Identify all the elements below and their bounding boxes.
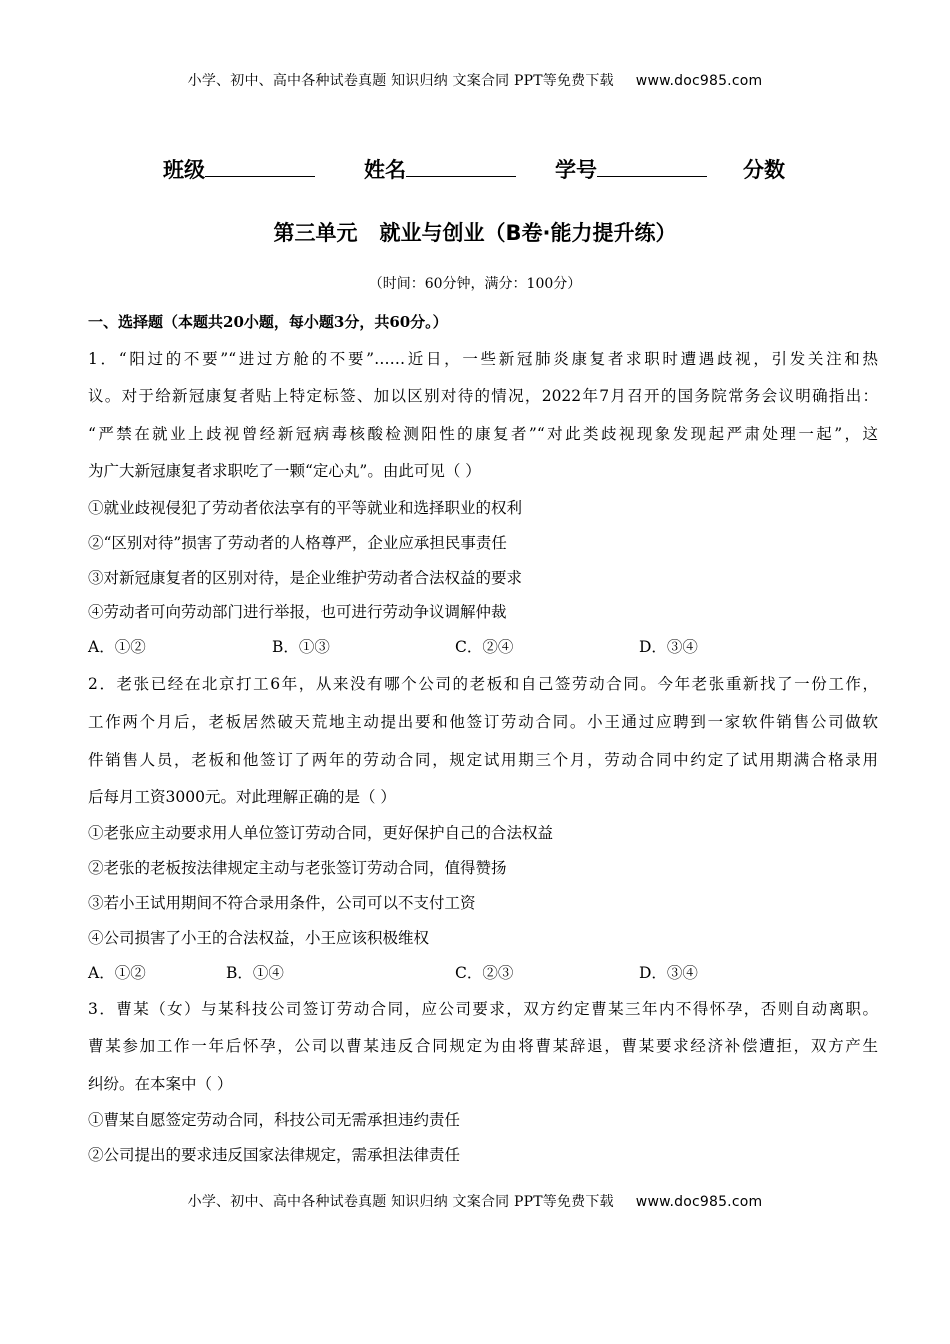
q2-statement: ①老张应主动要求用人单位签订劳动合同，更好保护自己的合法权益	[88, 824, 554, 842]
q3-line: 曹某参加工作一年后怀孕，公司以曹某违反合同规定为由将曹某辞退，曹某要求经济补偿遭拒，双方产生	[88, 1037, 878, 1055]
footer-text: 小学、初中、高中各种试卷真题 知识归纳 文案合同 PPT等免费下载	[187, 1194, 614, 1210]
q1-line: 1．“阳过的不要”“进过方舱的不要”……近日，一些新冠肺炎康复者求职时遭遇歧视，引发关注和热	[88, 350, 878, 368]
q1-option-c[interactable]: C．②④	[455, 638, 514, 656]
q2-statement: ②老张的老板按法律规定主动与老张签订劳动合同，值得赞扬	[88, 859, 507, 877]
q2-line: 后每月工资3000元。对此理解正确的是（ ）	[88, 788, 396, 806]
q2-line: 2．老张已经在北京打工6年，从来没有哪个公司的老板和自己签劳动合同。今年老张重新找了一份工作，	[88, 675, 878, 693]
score-label: 分数	[743, 158, 785, 182]
exam-subtitle: （时间：60分钟，满分：100分）	[368, 276, 582, 292]
q3-statement: ①曹某自愿签定劳动合同，科技公司无需承担违约责任	[88, 1111, 461, 1129]
name-label: 姓名	[364, 158, 406, 182]
title-name: 就业与创业（B卷·能力提升练）	[379, 221, 677, 245]
q1-statement: ①就业歧视侵犯了劳动者依法享有的平等就业和选择职业的权利	[88, 499, 523, 517]
q2-option-d[interactable]: D．③④	[639, 964, 698, 982]
q1-option-d[interactable]: D．③④	[639, 638, 698, 656]
name-field[interactable]	[364, 154, 516, 184]
section-heading: 一、选择题（本题共20小题，每小题3分，共60分。）	[88, 313, 448, 331]
id-label: 学号	[555, 158, 597, 182]
class-blank[interactable]	[205, 156, 315, 177]
title-unit: 第三单元	[273, 221, 358, 245]
q3-statement: ②公司提出的要求违反国家法律规定，需承担法律责任	[88, 1146, 461, 1164]
q1-line: “严禁在就业上歧视曾经新冠病毒核酸检测阳性的康复者”“对此类歧视现象发现起严肃处理一起”，这	[88, 425, 878, 443]
q2-statement: ④公司损害了小王的合法权益，小王应该积极维权	[88, 929, 430, 947]
class-label: 班级	[163, 158, 205, 182]
q1-option-a[interactable]: A．①②	[88, 638, 146, 656]
q1-statement: ④劳动者可向劳动部门进行举报，也可进行劳动争议调解仲裁	[88, 603, 507, 621]
q2-option-a[interactable]: A．①②	[88, 964, 146, 982]
q1-statement: ③对新冠康复者的区别对待，是企业维护劳动者合法权益的要求	[88, 569, 523, 587]
score-field	[743, 154, 785, 184]
q2-option-c[interactable]: C．②③	[455, 964, 514, 982]
q1-line: 议。对于给新冠康复者贴上特定标签、加以区别对待的情况，2022年7月召开的国务院常务会议明确指出：	[88, 387, 878, 405]
id-field[interactable]	[555, 154, 707, 184]
q2-option-b[interactable]: B．①④	[226, 964, 284, 982]
q3-line: 纠纷。在本案中（ ）	[88, 1075, 233, 1093]
q1-statement: ②“区别对待”损害了劳动者的人格尊严，企业应承担民事责任	[88, 534, 507, 552]
footer-site: www.doc985.com	[635, 1194, 763, 1210]
header-text: 小学、初中、高中各种试卷真题 知识归纳 文案合同 PPT等免费下载	[187, 73, 614, 89]
page-footer	[0, 1191, 950, 1211]
q2-line: 件销售人员，老板和他签订了两年的劳动合同，规定试用期三个月，劳动合同中约定了试用期满合格录用	[88, 751, 878, 769]
q2-statement: ③若小王试用期间不符合录用条件，公司可以不支付工资	[88, 894, 476, 912]
q2-line: 工作两个月后，老板居然破天荒地主动提出要和他签订劳动合同。小王通过应聘到一家软件销售公司做软	[88, 713, 878, 731]
page-header	[0, 70, 950, 90]
page-title	[0, 217, 950, 247]
q3-line: 3．曹某（女）与某科技公司签订劳动合同，应公司要求，双方约定曹某三年内不得怀孕，否则自动离职。	[88, 1000, 878, 1018]
class-field[interactable]	[163, 154, 315, 184]
q1-line: 为广大新冠康复者求职吃了一颗“定心丸”。由此可见（ ）	[88, 462, 481, 480]
name-blank[interactable]	[406, 156, 516, 177]
q1-option-b[interactable]: B．①③	[272, 638, 330, 656]
id-blank[interactable]	[597, 156, 707, 177]
header-site: www.doc985.com	[635, 73, 763, 89]
